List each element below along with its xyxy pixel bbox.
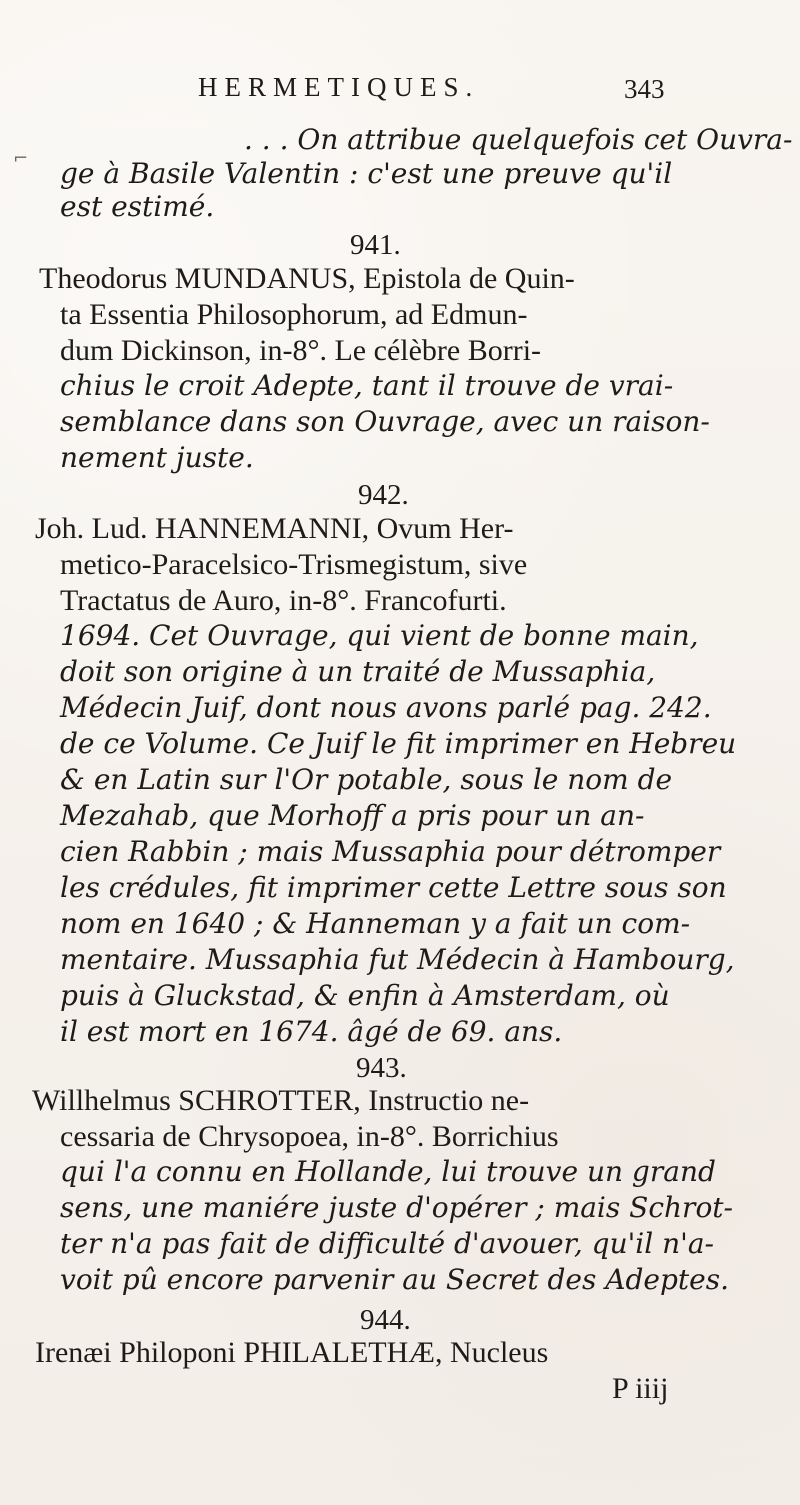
entry-941-line-3: dum Dickinson, in-8°. Le célèbre Borri- bbox=[60, 334, 542, 367]
entry-943-line-5: ter n'a pas fait de difficulté d'avouer, qu'il n'a- bbox=[60, 1227, 714, 1260]
entry-942-line-15: il est mort en 1674. âgé de 69. ans. bbox=[60, 1015, 563, 1048]
entry-941-line-4: chius le croit Adepte, tant il trouve de vrai- bbox=[60, 369, 674, 402]
entry-942-line-8: & en Latin sur l'Or potable, sous le nom de bbox=[60, 763, 673, 796]
entry-943-line-4: sens, une maniére juste d'opérer ; mais Schrot- bbox=[60, 1191, 734, 1224]
entry-943-line-6: voit pû encore parvenir au Secret des Adeptes. bbox=[60, 1263, 729, 1296]
running-title: HERMETIQUES. bbox=[198, 72, 480, 102]
entry-941-line-5: semblance dans son Ouvrage, avec un raison- bbox=[60, 405, 710, 438]
entry-942-line-14: puis à Gluckstad, & enfin à Amsterdam, où bbox=[60, 979, 670, 1012]
entry-944-line-1: Irenæi Philoponi PHILALETHÆ, Nucleus bbox=[35, 1336, 549, 1369]
entry-942-line-4: 1694. Cet Ouvrage, qui vient de bonne main, bbox=[60, 619, 699, 652]
entry-943-line-1: Willhelmus SCHROTTER, Instructio ne- bbox=[32, 1084, 530, 1117]
margin-mark: ⌐ bbox=[13, 148, 29, 169]
page-number: 343 bbox=[624, 74, 665, 104]
entry-942-line-1: Joh. Lud. HANNEMANNI, Ovum Her- bbox=[35, 512, 514, 545]
continuation-line-1: . . . On attribue quelquefois cet Ouvra- bbox=[244, 123, 793, 156]
entry-942-line-6: Médecin Juif, dont nous avons parlé pag. 242. bbox=[60, 691, 712, 724]
entry-942-line-5: doit son origine à un traité de Mussaphia, bbox=[60, 655, 656, 688]
signature-mark: P iiij bbox=[612, 1372, 669, 1405]
entry-942-line-7: de ce Volume. Ce Juif le fit imprimer en Hebreu bbox=[60, 727, 737, 760]
entry-942-line-9: Mezahab, que Morhoff a pris pour un an- bbox=[60, 799, 645, 832]
entry-943-line-2: cessaria de Chrysopoea, in-8°. Borrichius bbox=[60, 1120, 559, 1153]
entry-942-line-12: nom en 1640 ; & Hanneman y a fait un com- bbox=[60, 907, 691, 940]
entry-942-line-13: mentaire. Mussaphia fut Médecin à Hambourg, bbox=[60, 943, 735, 976]
entry-942-line-11: les crédules, fit imprimer cette Lettre sous son bbox=[60, 871, 727, 904]
page-header bbox=[198, 72, 718, 116]
entry-943-line-3: qui l'a connu en Hollande, lui trouve un grand bbox=[60, 1155, 716, 1188]
continuation-line-2: ge à Basile Valentin : c'est une preuve qu'il bbox=[60, 157, 673, 190]
entry-number-942: 942. bbox=[358, 479, 409, 511]
entry-number-944: 944. bbox=[360, 1304, 411, 1336]
entry-941-line-2: ta Essentia Philosophorum, ad Edmun- bbox=[60, 298, 528, 331]
entry-942-line-2: metico-Paracelsico-Trismegistum, sive bbox=[60, 548, 528, 581]
continuation-line-3: est estimé. bbox=[60, 190, 215, 223]
entry-941-line-6: nement juste. bbox=[60, 441, 254, 474]
entry-942-line-3: Tractatus de Auro, in-8°. Francofurti. bbox=[60, 584, 507, 617]
entry-941-line-1: Theodorus MUNDANUS, Epistola de Quin- bbox=[39, 262, 575, 295]
entry-number-941: 941. bbox=[350, 229, 401, 261]
entry-942-line-10: cien Rabbin ; mais Mussaphia pour détromper bbox=[60, 835, 721, 868]
entry-number-943: 943. bbox=[356, 1052, 407, 1084]
